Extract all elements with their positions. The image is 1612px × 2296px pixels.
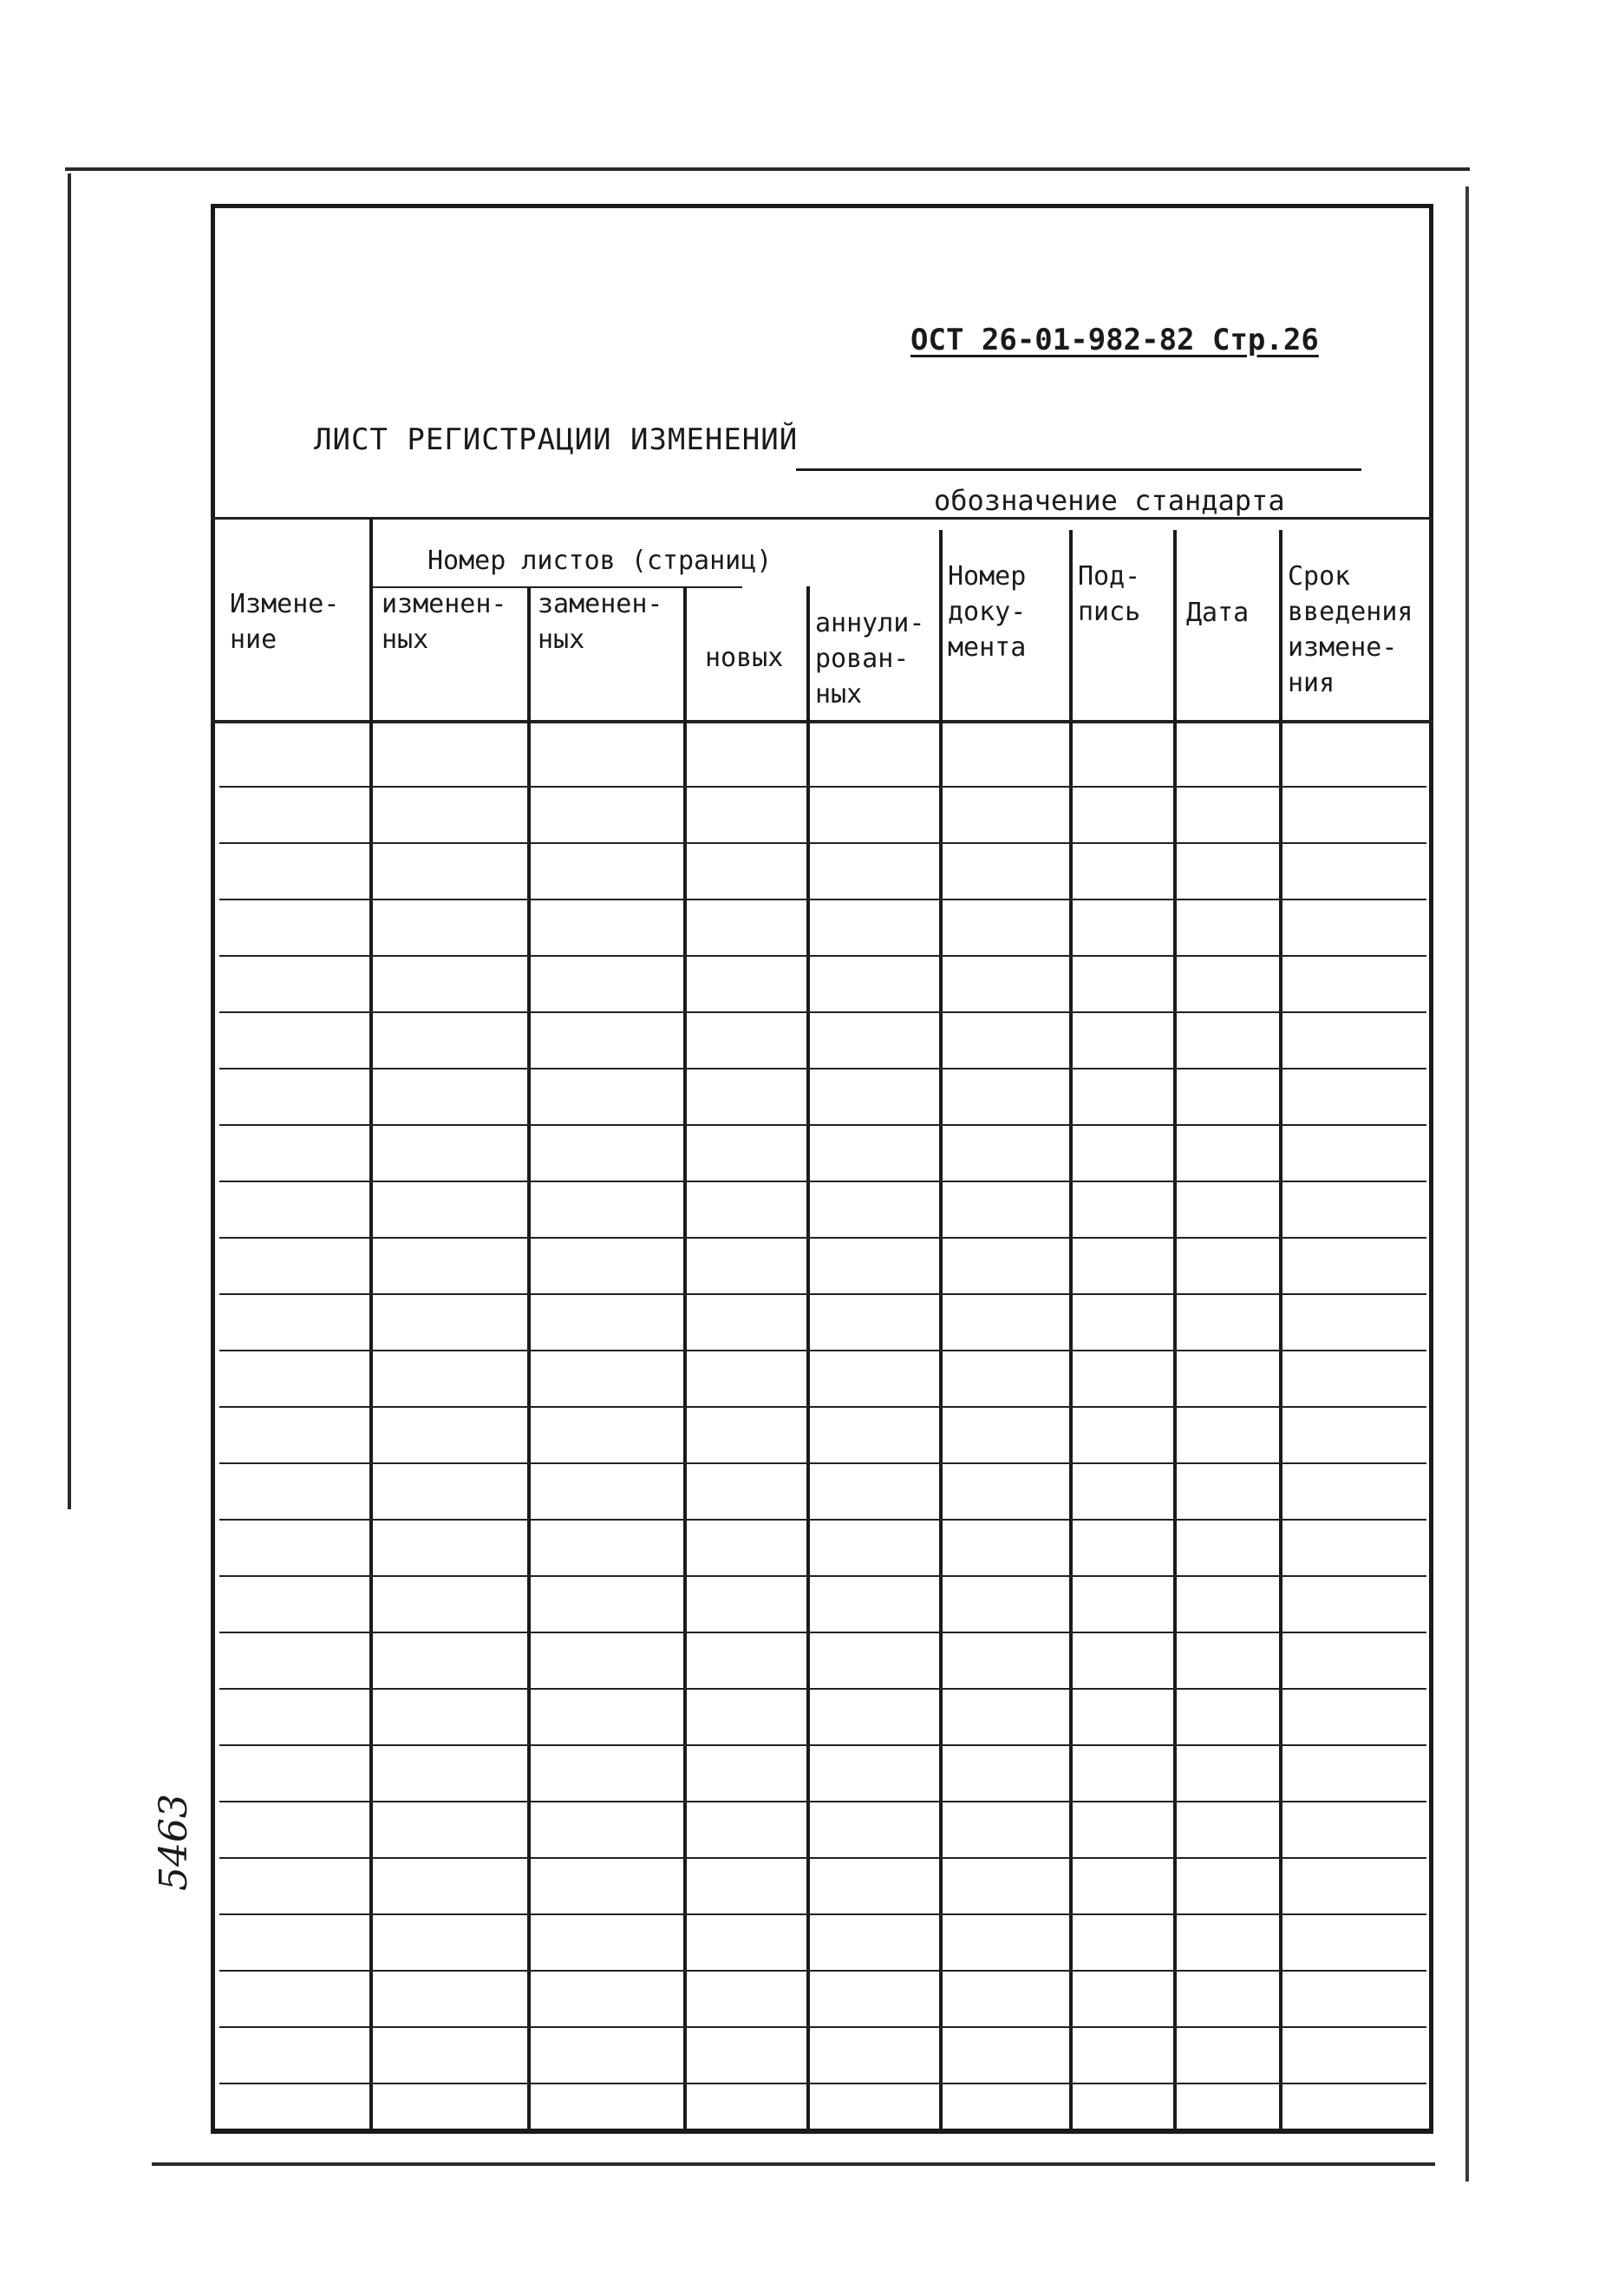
header-replaced: заменен- ных: [538, 589, 663, 655]
table-row: [219, 1857, 1426, 1859]
table-row: [219, 1124, 1426, 1126]
table-row: [219, 1293, 1426, 1295]
scan-edge-bottom: [152, 2162, 1435, 2166]
header-change: Измене- ние: [230, 589, 340, 655]
column-divider: [806, 586, 810, 2134]
standard-designation-label: обозначение стандарта: [934, 484, 1285, 517]
standard-designation-line: [796, 468, 1361, 471]
table-row: [219, 1744, 1426, 1746]
table-row: [219, 2026, 1426, 2028]
scan-edge-top: [65, 167, 1470, 171]
margin-handwritten-number: 5463: [152, 1794, 196, 1891]
column-divider: [527, 586, 531, 2134]
table-top-border: [211, 517, 1433, 520]
table-row: [219, 1632, 1426, 1633]
table-row: [219, 2083, 1426, 2084]
header-annulled: аннули- рован- ных: [815, 608, 925, 710]
table-row: [219, 1913, 1426, 1915]
standard-reference: ОСТ 26-01-982-82 Стр.26: [910, 323, 1319, 357]
table-row: [219, 1406, 1426, 1408]
column-divider: [1173, 530, 1177, 2134]
column-divider: [1069, 530, 1073, 2134]
table-row: [219, 1068, 1426, 1070]
column-divider: [1279, 530, 1282, 2134]
table-row: [219, 1801, 1426, 1802]
table-row: [219, 842, 1426, 844]
column-divider: [683, 586, 687, 2134]
column-divider: [369, 517, 373, 2134]
table-row: [219, 1237, 1426, 1239]
table-row: [219, 1181, 1426, 1182]
sheet-title: ЛИСТ РЕГИСТРАЦИИ ИЗМЕНЕНИЙ: [314, 422, 799, 457]
header-implementation-term: Срок введения измене- ния: [1288, 561, 1413, 698]
column-divider: [939, 530, 943, 2134]
table-row: [219, 1350, 1426, 1351]
table-row: [219, 955, 1426, 957]
header-new: новых: [705, 643, 784, 673]
change-registration-table: [211, 517, 1433, 2134]
pages-group-header: Номер листов (страниц): [427, 546, 773, 576]
table-row: [219, 786, 1426, 788]
scan-edge-left: [68, 173, 71, 1509]
table-row: [219, 1462, 1426, 1464]
header-date: Дата: [1186, 598, 1250, 628]
scan-edge-right: [1465, 186, 1469, 2182]
header-document-number: Номер доку- мента: [948, 561, 1027, 663]
table-row: [219, 1970, 1426, 1972]
table-row: [219, 1011, 1426, 1013]
header-changed: изменен- ных: [382, 589, 507, 655]
table-row: [219, 1575, 1426, 1577]
table-row: [219, 899, 1426, 900]
header-bottom-border: [211, 720, 1433, 723]
table-row: [219, 1688, 1426, 1690]
header-signature: Под- пись: [1078, 561, 1141, 627]
table-row: [219, 1519, 1426, 1521]
